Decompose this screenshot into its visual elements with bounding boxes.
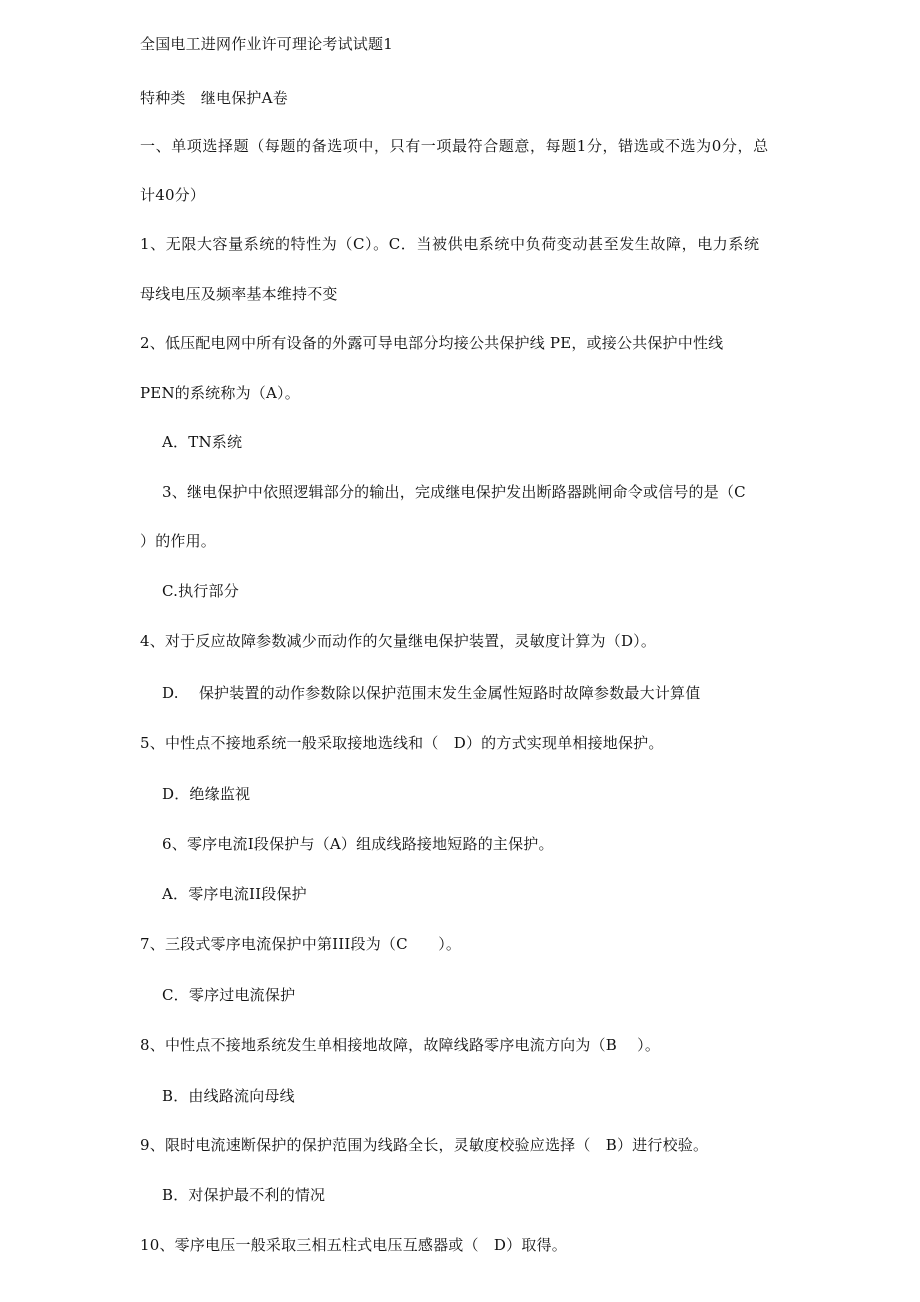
question-2-line-1: 2、低压配电网中所有设备的外露可导电部分均接公共保护线 PE，或接公共保护中性线 xyxy=(140,334,724,352)
question-7: 7、三段式零序电流保护中第III段为（C ）。 xyxy=(140,935,462,953)
answer-9: B．对保护最不利的情况 xyxy=(162,1186,326,1204)
section-heading-line-2: 计40分） xyxy=(140,186,206,204)
question-9: 9、限时电流速断保护的保护范围为线路全长，灵敏度校验应选择（ B）进行校验。 xyxy=(140,1136,709,1154)
question-8: 8、中性点不接地系统发生单相接地故障，故障线路零序电流方向为（B ）。 xyxy=(140,1036,661,1054)
question-3-line-2: ）的作用。 xyxy=(140,532,217,550)
question-3-line-1: 3、继电保护中依照逻辑部分的输出，完成继电保护发出断路器跳闸命令或信号的是（C xyxy=(162,483,746,501)
question-4: 4、对于反应故障参数减少而动作的欠量继电保护装置，灵敏度计算为（D）。 xyxy=(140,632,657,650)
answer-8: B．由线路流向母线 xyxy=(162,1087,295,1105)
question-2-line-2: PEN的系统称为（A）。 xyxy=(140,384,300,402)
document-title: 全国电工进网作业许可理论考试试题1 xyxy=(140,35,393,53)
question-6: 6、零序电流I段保护与（A）组成线路接地短路的主保护。 xyxy=(162,835,554,853)
question-1-line-1: 1、无限大容量系统的特性为（C）。C．当被供电系统中负荷变动甚至发生故障，电力系统 xyxy=(140,235,760,253)
section-heading-line-1: 一、单项选择题（每题的备选项中，只有一项最符合题意，每题1分，错选或不选为0分，总 xyxy=(140,137,769,155)
question-5: 5、中性点不接地系统一般采取接地选线和（ D）的方式实现单相接地保护。 xyxy=(140,734,664,752)
answer-2: A．TN系统 xyxy=(162,433,243,451)
answer-5: D．绝缘监视 xyxy=(162,785,251,803)
answer-3: C.执行部分 xyxy=(162,582,239,600)
question-10: 10、零序电压一般采取三相五柱式电压互感器或（ D）取得。 xyxy=(140,1236,567,1254)
answer-4: D. 保护装置的动作参数除以保护范围末发生金属性短路时故障参数最大计算值 xyxy=(162,684,701,702)
question-1-line-2: 母线电压及频率基本维持不变 xyxy=(140,285,338,303)
answer-6: A．零序电流II段保护 xyxy=(162,885,307,903)
document-subtitle: 特种类 继电保护A卷 xyxy=(140,89,288,107)
answer-7: C．零序过电流保护 xyxy=(162,986,296,1004)
